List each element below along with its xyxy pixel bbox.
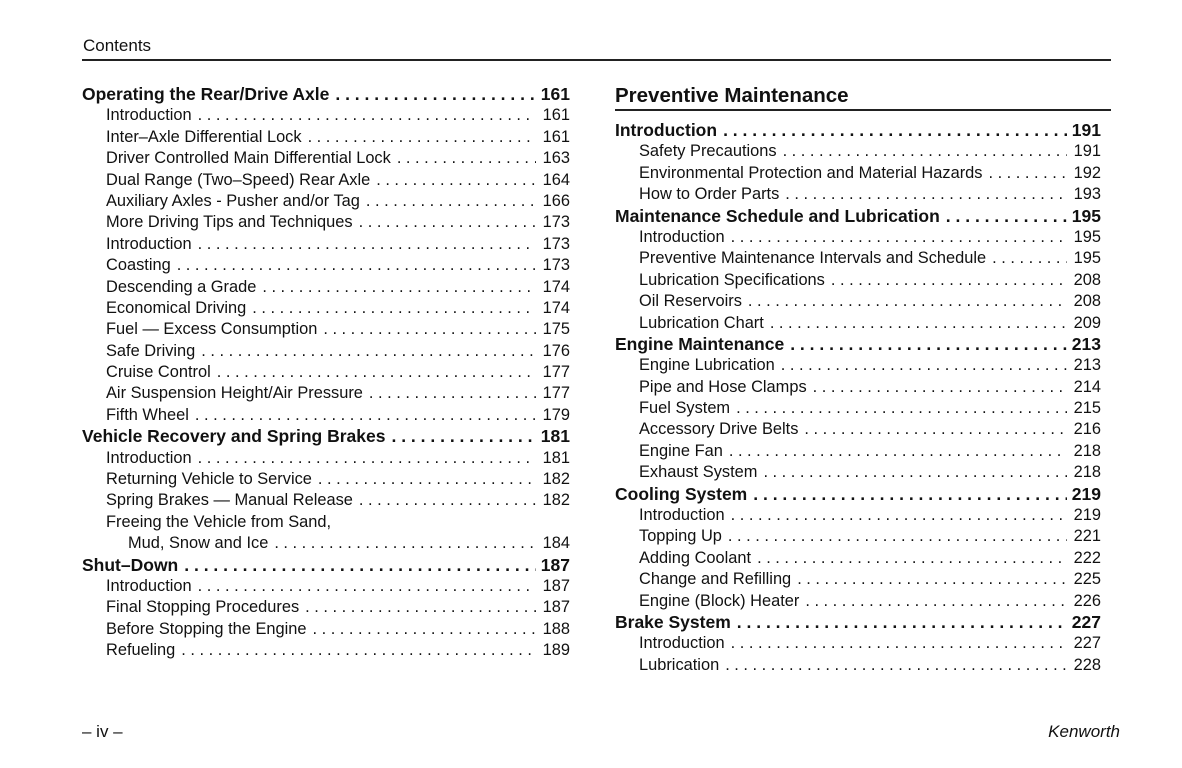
toc-entry-label: Pipe and Hose Clamps xyxy=(639,377,807,396)
toc-leader-dots xyxy=(725,505,1067,526)
toc-entry-label: Lubrication Chart xyxy=(639,313,764,332)
toc-entry-label: Engine Fan xyxy=(639,441,723,460)
toc-leader-dots xyxy=(317,319,536,340)
toc-entry-page: 221 xyxy=(1073,527,1101,546)
toc-entry-label: Refueling xyxy=(106,641,176,660)
toc-leader-dots xyxy=(731,612,1067,633)
toc-leader-dots xyxy=(211,362,536,383)
toc-entry-label: Fuel — Excess Consumption xyxy=(106,320,318,339)
toc-entry-page: 176 xyxy=(542,341,570,360)
toc-entry-label: Oil Reservoirs xyxy=(639,292,742,311)
toc-entry-label: Topping Up xyxy=(639,527,722,546)
toc-leader-dots xyxy=(175,640,536,661)
toc-leader-dots xyxy=(360,191,536,212)
toc-entry-page: 213 xyxy=(1071,333,1101,354)
toc-entry-label: Introduction xyxy=(639,506,725,525)
toc-entry-page: 179 xyxy=(542,405,570,424)
toc-entry[interactable] xyxy=(82,362,570,383)
toc-entry-page: 222 xyxy=(1073,548,1101,567)
toc-entry-page: 227 xyxy=(1073,634,1101,653)
toc-entry-label: Introduction xyxy=(106,234,192,253)
toc-entry-label: Introduction xyxy=(639,634,725,653)
toc-entry-page: 177 xyxy=(542,384,570,403)
toc-entry[interactable] xyxy=(82,597,570,618)
toc-entry[interactable] xyxy=(615,355,1101,376)
toc-entry-label: Driver Controlled Main Differential Lock xyxy=(106,149,391,168)
toc-entry[interactable] xyxy=(615,291,1101,312)
footer-brand: Kenworth xyxy=(1048,722,1120,741)
toc-entry-label: Preventive Maintenance Intervals and Schedule xyxy=(639,249,987,268)
toc-left-column xyxy=(82,84,570,662)
toc-entry-page: 213 xyxy=(1073,356,1101,375)
toc-leader-dots xyxy=(798,419,1067,440)
toc-entry-label: Fifth Wheel xyxy=(106,405,189,424)
toc-entry[interactable] xyxy=(615,441,1101,462)
toc-entry-page: 181 xyxy=(542,448,570,467)
toc-leader-dots xyxy=(730,398,1067,419)
toc-leader-dots xyxy=(302,127,536,148)
toc-leader-dots xyxy=(986,248,1067,269)
toc-leader-dots xyxy=(825,270,1067,291)
toc-entry[interactable] xyxy=(82,191,570,212)
toc-leader-dots xyxy=(719,655,1067,676)
toc-entry-page: 191 xyxy=(1073,142,1101,161)
toc-entry-label: Final Stopping Procedures xyxy=(106,598,300,617)
toc-leader-dots xyxy=(742,291,1067,312)
toc-entry[interactable] xyxy=(615,163,1101,184)
toc-entry-label: Mud, Snow and Ice xyxy=(128,534,269,553)
toc-leader-dots xyxy=(779,184,1067,205)
toc-leader-dots xyxy=(725,227,1067,248)
toc-entry-page: 182 xyxy=(542,491,570,510)
toc-entry[interactable] xyxy=(615,270,1101,291)
toc-leader-dots xyxy=(791,569,1067,590)
toc-right-items xyxy=(615,120,1101,676)
toc-entry-page: 177 xyxy=(542,363,570,382)
toc-entry-page: 164 xyxy=(542,170,570,189)
toc-section-entry[interactable] xyxy=(82,426,570,447)
page-header-title: Contents xyxy=(83,36,152,55)
toc-leader-dots xyxy=(192,234,536,255)
toc-entry[interactable] xyxy=(615,569,1101,590)
toc-leader-dots xyxy=(189,405,536,426)
toc-entry-label: Adding Coolant xyxy=(639,548,752,567)
toc-entry-page: 187 xyxy=(542,576,570,595)
toc-entry-page: 188 xyxy=(542,619,570,638)
toc-leader-dots xyxy=(192,448,536,469)
toc-entry-page: 218 xyxy=(1073,441,1101,460)
toc-entry-page: 189 xyxy=(542,641,570,660)
toc-entry[interactable] xyxy=(82,576,570,597)
toc-entry-label: Introduction xyxy=(106,106,192,125)
toc-entry[interactable] xyxy=(82,277,570,298)
toc-leader-dots xyxy=(299,597,536,618)
toc-leader-dots xyxy=(246,298,536,319)
toc-entry-page: 219 xyxy=(1071,483,1101,504)
toc-entry-page: 173 xyxy=(542,213,570,232)
toc-entry[interactable] xyxy=(82,127,570,148)
toc-entry-page: 215 xyxy=(1073,399,1101,418)
toc-leader-dots xyxy=(363,383,536,404)
toc-entry-page: 175 xyxy=(542,320,570,339)
toc-entry-label: Lubrication xyxy=(639,655,720,674)
toc-entry-label: More Driving Tips and Techniques xyxy=(106,213,353,232)
toc-entry[interactable] xyxy=(82,170,570,191)
toc-entry[interactable] xyxy=(82,255,570,276)
toc-entry[interactable] xyxy=(82,405,570,426)
toc-entry-page: 163 xyxy=(542,149,570,168)
toc-entry-label: Fuel System xyxy=(639,399,731,418)
toc-leader-dots xyxy=(764,313,1067,334)
toc-section-entry[interactable] xyxy=(615,612,1101,633)
toc-entry-label: Change and Refilling xyxy=(639,570,792,589)
toc-entry-page: 195 xyxy=(1073,227,1101,246)
section-title: Preventive Maintenance xyxy=(615,84,849,107)
toc-entry[interactable] xyxy=(615,419,1101,440)
toc-entry-page: 209 xyxy=(1073,313,1101,332)
toc-entry[interactable] xyxy=(82,148,570,169)
toc-leader-dots xyxy=(192,576,536,597)
toc-entry[interactable] xyxy=(82,469,570,490)
toc-entry-label: Brake System xyxy=(615,611,731,632)
toc-section-entry[interactable] xyxy=(82,555,570,576)
toc-entry-page: 228 xyxy=(1073,655,1101,674)
toc-entry-label: Coasting xyxy=(106,256,171,275)
section-divider xyxy=(615,109,1111,111)
toc-entry-page: 161 xyxy=(542,106,570,125)
toc-entry[interactable] xyxy=(615,184,1101,205)
toc-entry-label: Cooling System xyxy=(615,483,748,504)
toc-entry-label: Inter–Axle Differential Lock xyxy=(106,127,302,146)
toc-leader-dots xyxy=(747,484,1067,505)
toc-entry-page: 193 xyxy=(1073,185,1101,204)
toc-leader-dots xyxy=(329,84,536,105)
toc-entry-page: 227 xyxy=(1071,611,1101,632)
toc-entry-page: 216 xyxy=(1073,420,1101,439)
toc-entry-label: Freeing the Vehicle from Sand, xyxy=(106,512,332,531)
toc-leader-dots xyxy=(775,355,1067,376)
toc-leader-dots xyxy=(268,533,536,554)
toc-entry-page: 208 xyxy=(1073,270,1101,289)
toc-entry-page: 173 xyxy=(542,234,570,253)
toc-entry-label: Introduction xyxy=(615,120,718,140)
toc-entry-page: 181 xyxy=(540,426,570,447)
toc-entry-label: Before Stopping the Engine xyxy=(106,619,307,638)
toc-leader-dots xyxy=(717,120,1067,141)
toc-leader-dots xyxy=(799,591,1067,612)
toc-entry[interactable] xyxy=(82,490,570,511)
toc-entry[interactable] xyxy=(82,212,570,233)
toc-entry-page: 195 xyxy=(1071,205,1101,226)
toc-leader-dots xyxy=(982,163,1067,184)
toc-entry[interactable] xyxy=(82,319,570,340)
toc-entry-page: 166 xyxy=(542,191,570,210)
toc-leader-dots xyxy=(178,555,536,576)
toc-leader-dots xyxy=(725,633,1067,654)
toc-entry-label: Spring Brakes — Manual Release xyxy=(106,491,353,510)
toc-entry[interactable] xyxy=(615,398,1101,419)
toc-entry[interactable] xyxy=(615,313,1101,334)
toc-entry-page: 187 xyxy=(540,554,570,575)
toc-leader-dots xyxy=(751,548,1067,569)
header-divider xyxy=(82,59,1111,61)
toc-entry-label: Safe Driving xyxy=(106,341,196,360)
toc-entry[interactable] xyxy=(82,341,570,362)
toc-entry-label: Engine Maintenance xyxy=(615,333,785,354)
toc-entry-page: 174 xyxy=(542,298,570,317)
toc-entry[interactable] xyxy=(82,383,570,404)
toc-section-entry[interactable] xyxy=(615,120,1101,141)
toc-entry[interactable] xyxy=(615,141,1101,162)
toc-entry[interactable] xyxy=(615,462,1101,483)
toc-entry[interactable] xyxy=(82,448,570,469)
toc-entry-page: 184 xyxy=(542,534,570,553)
toc-entry[interactable] xyxy=(615,248,1101,269)
toc-leader-dots xyxy=(353,490,536,511)
toc-entry-label: How to Order Parts xyxy=(639,185,780,204)
toc-leader-dots xyxy=(256,277,536,298)
toc-leader-dots xyxy=(192,105,536,126)
toc-entry-page: 192 xyxy=(1073,163,1101,182)
toc-entry-page: 225 xyxy=(1073,570,1101,589)
toc-leader-dots xyxy=(171,255,536,276)
toc-section-entry[interactable] xyxy=(615,484,1101,505)
toc-entry-label: Maintenance Schedule and Lubrication xyxy=(615,205,940,226)
toc-entry-label: Auxiliary Axles - Pusher and/or Tag xyxy=(106,191,360,210)
toc-leader-dots xyxy=(385,426,536,447)
toc-entry-label: Environmental Protection and Material Hazards xyxy=(639,163,983,182)
toc-entry[interactable] xyxy=(82,533,570,554)
toc-entry[interactable] xyxy=(82,512,570,533)
toc-entry-page: 226 xyxy=(1073,591,1101,610)
toc-leader-dots xyxy=(723,441,1067,462)
toc-right-column xyxy=(615,84,1101,676)
toc-entry[interactable] xyxy=(82,298,570,319)
toc-leader-dots xyxy=(784,334,1067,355)
toc-entry-page: 219 xyxy=(1073,506,1101,525)
toc-entry-label: Introduction xyxy=(106,448,192,467)
toc-entry-label: Introduction xyxy=(639,227,725,246)
toc-entry-label: Lubrication Specifications xyxy=(639,270,825,289)
toc-entry-label: Engine Lubrication xyxy=(639,356,775,375)
toc-entry-label: Vehicle Recovery and Spring Brakes xyxy=(82,426,386,447)
toc-entry[interactable] xyxy=(615,591,1101,612)
toc-entry-label: Air Suspension Height/Air Pressure xyxy=(106,384,363,403)
toc-leader-dots xyxy=(722,526,1067,547)
toc-entry-label: Exhaust System xyxy=(639,463,758,482)
toc-entry-page: 161 xyxy=(540,84,570,104)
toc-entry-label: Returning Vehicle to Service xyxy=(106,470,312,489)
toc-entry-page: 174 xyxy=(542,277,570,296)
toc-entry[interactable] xyxy=(82,640,570,661)
toc-leader-dots xyxy=(370,170,536,191)
toc-leader-dots xyxy=(757,462,1067,483)
toc-entry[interactable] xyxy=(615,227,1101,248)
toc-entry-label: Shut–Down xyxy=(82,554,179,575)
toc-entry[interactable] xyxy=(615,526,1101,547)
toc-entry[interactable] xyxy=(615,655,1101,676)
toc-entry-label: Introduction xyxy=(106,576,192,595)
toc-leader-dots xyxy=(391,148,536,169)
toc-section-entry[interactable] xyxy=(82,84,570,105)
toc-leader-dots xyxy=(306,619,536,640)
toc-entry[interactable] xyxy=(82,619,570,640)
toc-entry-page: 173 xyxy=(542,256,570,275)
toc-entry-label: Operating the Rear/Drive Axle xyxy=(82,84,330,104)
toc-entry-page: 195 xyxy=(1073,249,1101,268)
toc-entry-label: Economical Driving xyxy=(106,298,247,317)
toc-leader-dots xyxy=(940,206,1067,227)
toc-entry-page: 218 xyxy=(1073,463,1101,482)
toc-entry-label: Dual Range (Two–Speed) Rear Axle xyxy=(106,170,371,189)
toc-leader-dots xyxy=(807,377,1067,398)
toc-entry-page: 214 xyxy=(1073,377,1101,396)
toc-section-entry[interactable] xyxy=(615,206,1101,227)
toc-entry[interactable] xyxy=(82,105,570,126)
toc-entry[interactable] xyxy=(615,377,1101,398)
toc-leader-dots xyxy=(312,469,536,490)
toc-leader-dots xyxy=(777,141,1067,162)
toc-entry[interactable] xyxy=(615,548,1101,569)
footer-page-number: – iv – xyxy=(82,722,123,741)
toc-entry-label: Accessory Drive Belts xyxy=(639,420,799,439)
toc-leader-dots xyxy=(195,341,536,362)
toc-entry[interactable] xyxy=(82,234,570,255)
toc-entry-page: 208 xyxy=(1073,292,1101,311)
toc-entry-page: 182 xyxy=(542,470,570,489)
toc-entry-label: Cruise Control xyxy=(106,363,211,382)
toc-entry-page: 187 xyxy=(542,598,570,617)
toc-entry[interactable] xyxy=(615,505,1101,526)
toc-leader-dots xyxy=(353,212,536,233)
toc-entry-label: Safety Precautions xyxy=(639,142,777,161)
toc-entry-page: 191 xyxy=(1071,120,1101,140)
toc-section-entry[interactable] xyxy=(615,334,1101,355)
toc-entry-label: Engine (Block) Heater xyxy=(639,591,800,610)
toc-entry-label: Descending a Grade xyxy=(106,277,257,296)
toc-entry-page: 161 xyxy=(542,127,570,146)
toc-entry[interactable] xyxy=(615,633,1101,654)
